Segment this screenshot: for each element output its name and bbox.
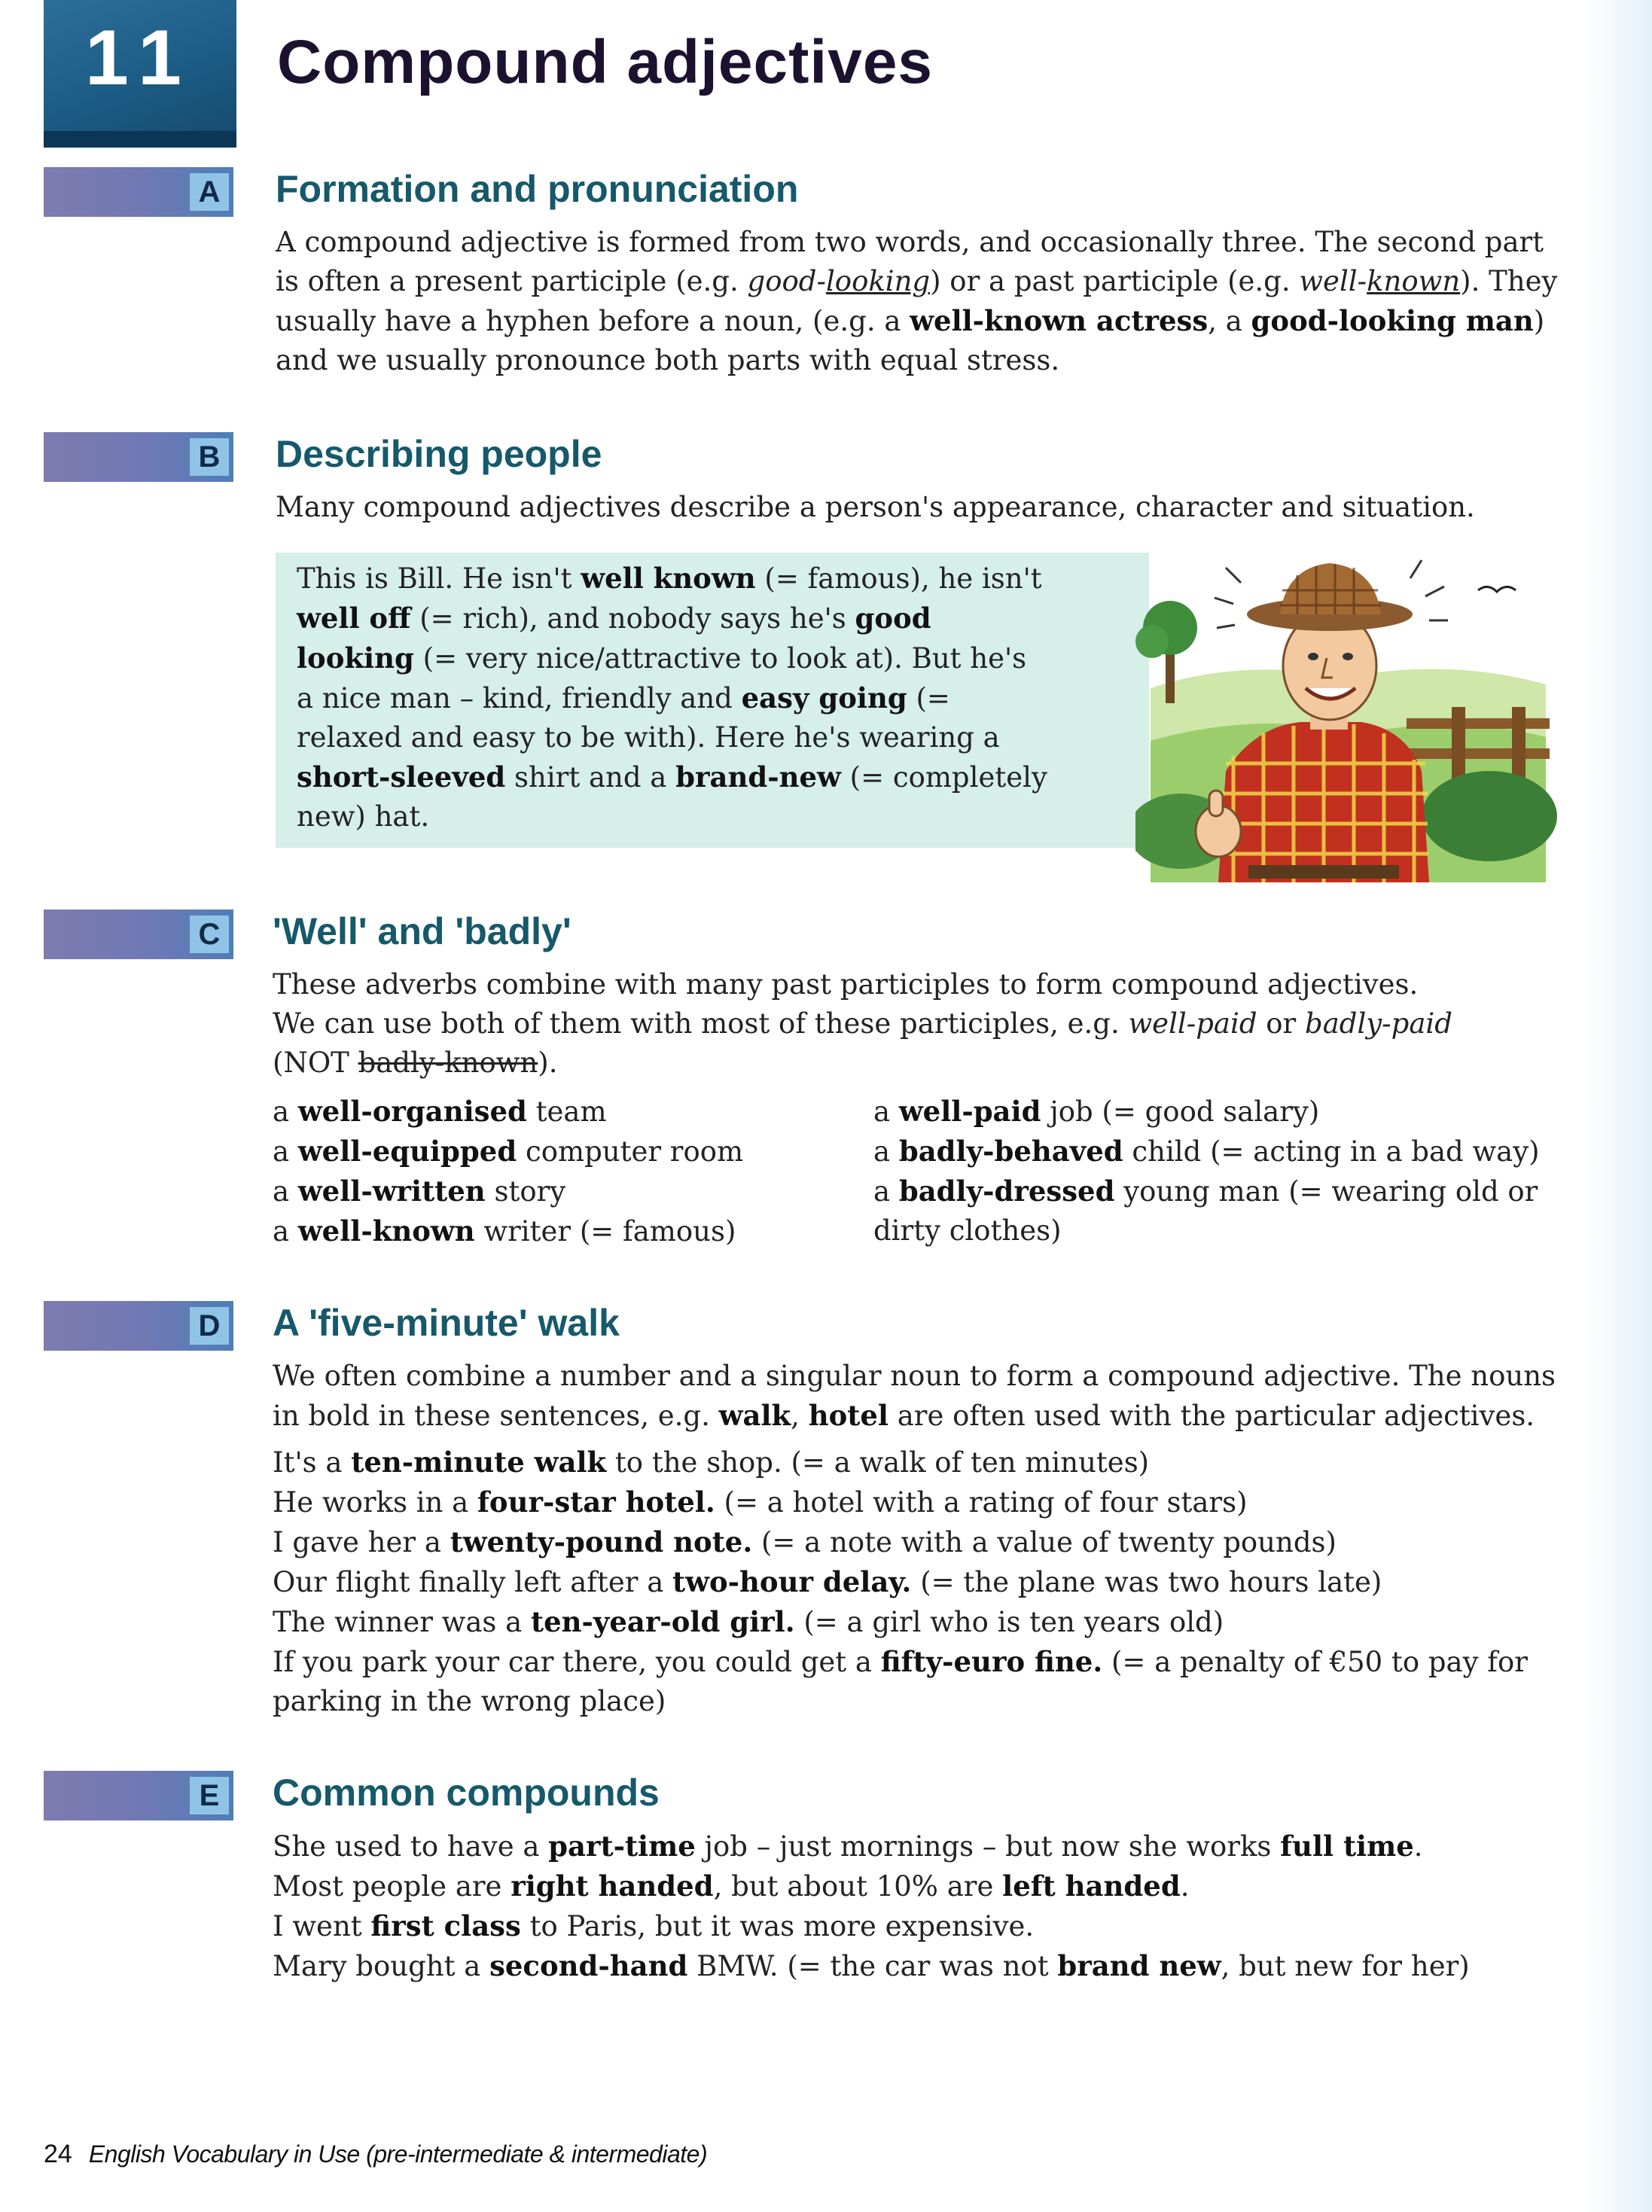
text: (= a hotel with a rating of four stars) bbox=[715, 1486, 1248, 1519]
list-item bbox=[273, 1172, 743, 1211]
key-phrase: good looking bbox=[297, 602, 931, 675]
key-phrase: well known bbox=[581, 562, 756, 595]
section-c-intro bbox=[273, 965, 1613, 1083]
section-c-marker bbox=[44, 909, 233, 959]
example-line bbox=[273, 1602, 1613, 1642]
unit-box-band bbox=[44, 131, 236, 148]
text: young man (= wearing old or bbox=[1114, 1175, 1538, 1208]
tree-crown bbox=[1135, 625, 1169, 658]
text: I gave her a bbox=[273, 1526, 450, 1558]
section-c-heading: 'Well' and 'badly' bbox=[273, 910, 571, 952]
text: ) and we usually pronounce both parts with equal stress. bbox=[276, 305, 1545, 376]
eye bbox=[1308, 653, 1318, 660]
text: child (= acting in a bad way) bbox=[1123, 1135, 1540, 1168]
list-item bbox=[873, 1132, 1540, 1172]
key-phrase: well-known actress bbox=[910, 304, 1209, 337]
section-c-letter: C bbox=[190, 916, 229, 953]
eye bbox=[1343, 653, 1353, 660]
key-phrase: twenty-pound note. bbox=[450, 1525, 753, 1558]
section-a-letter: A bbox=[190, 173, 229, 211]
key-phrase: well off bbox=[297, 602, 411, 635]
section-e-letter: E bbox=[190, 1777, 229, 1814]
section-e-heading: Common compounds bbox=[273, 1772, 660, 1814]
example: badly-paid bbox=[1305, 1007, 1452, 1040]
key-phrase: full time bbox=[1280, 1830, 1414, 1863]
fence-rail bbox=[1407, 748, 1550, 759]
key-phrase: well-organised bbox=[297, 1095, 527, 1128]
text bbox=[349, 1047, 358, 1079]
book-title: English Vocabulary in Use (pre-intermediate & intermediate) bbox=[88, 2140, 708, 2168]
cartoon-man-in-hat-illustration bbox=[1135, 545, 1557, 882]
section-d-intro bbox=[273, 1357, 1568, 1436]
section-e-examples bbox=[273, 1827, 1613, 1986]
section-d-heading: A 'five-minute' walk bbox=[273, 1302, 620, 1344]
text: ). They usually have a hyphen before a noun, (e.g. a bbox=[276, 265, 1558, 337]
key-phrase: four-star hotel. bbox=[477, 1485, 715, 1519]
text: (= the plane was two hours late) bbox=[911, 1566, 1382, 1598]
bill-description bbox=[297, 559, 1050, 836]
key-phrase: well-written bbox=[297, 1175, 486, 1208]
example-line bbox=[273, 1522, 1613, 1562]
text: a bbox=[273, 1135, 298, 1168]
bird bbox=[1478, 587, 1516, 592]
text: (= rich), and nobody says he's bbox=[410, 602, 855, 635]
key-word: hotel bbox=[808, 1399, 888, 1432]
section-a-heading: Formation and pronunciation bbox=[276, 168, 799, 210]
text: a bbox=[273, 1215, 298, 1248]
key-phrase: brand new bbox=[1057, 1949, 1221, 1982]
list-item bbox=[273, 1092, 743, 1132]
text: (= famous), he isn't bbox=[755, 562, 1042, 595]
section-e-marker bbox=[44, 1771, 233, 1820]
text: shirt and a bbox=[505, 761, 676, 794]
key-phrase: badly-dressed bbox=[898, 1175, 1115, 1208]
text: computer room bbox=[517, 1135, 744, 1168]
intro-line bbox=[273, 1004, 1613, 1044]
text: or bbox=[1257, 1007, 1306, 1040]
text: He works in a bbox=[273, 1486, 477, 1519]
key-phrase: part-time bbox=[548, 1830, 696, 1863]
section-b-letter: B bbox=[190, 438, 229, 476]
example: good- bbox=[747, 265, 826, 297]
text: , a bbox=[1208, 305, 1251, 337]
key-phrase: brand-new bbox=[675, 760, 841, 794]
example-line bbox=[273, 1946, 1613, 1986]
text: The winner was a bbox=[273, 1606, 531, 1638]
section-a-paragraph bbox=[276, 223, 1563, 380]
key-phrase: ten-year-old girl. bbox=[530, 1605, 795, 1638]
text: (= completely new) hat. bbox=[297, 761, 1047, 833]
well-examples-list bbox=[273, 1092, 743, 1251]
section-a-marker bbox=[44, 167, 233, 217]
text: Most people are bbox=[273, 1870, 511, 1903]
text: A compound adjective is formed from two words, and occasionally three. The second part is often a present participle (e.g. bbox=[276, 226, 1544, 297]
text: a bbox=[873, 1135, 899, 1168]
fence-rail bbox=[1407, 718, 1550, 729]
text: a bbox=[273, 1175, 298, 1208]
list-item bbox=[273, 1132, 743, 1172]
intro-line bbox=[273, 1044, 1613, 1083]
text: If you park your car there, you could get a bbox=[273, 1646, 881, 1678]
text: We often combine a number and a singular noun to form a compound adjective. The nouns in bold in these sentences, e.g. bbox=[273, 1360, 1556, 1432]
example-line bbox=[273, 1906, 1613, 1946]
example-line bbox=[273, 1443, 1613, 1482]
text: a bbox=[273, 1095, 298, 1128]
section-d-letter: D bbox=[190, 1307, 229, 1345]
section-b-marker bbox=[44, 432, 233, 482]
belt bbox=[1248, 865, 1399, 879]
text: . bbox=[1413, 1830, 1423, 1863]
intro-line: These adverbs combine with many past participles to form compound adjectives. bbox=[273, 968, 1419, 1001]
text: story bbox=[485, 1175, 566, 1208]
example-line bbox=[273, 1827, 1613, 1866]
key-phrase: well-known bbox=[297, 1214, 475, 1248]
example-line bbox=[273, 1562, 1613, 1602]
key-phrase: short-sleeved bbox=[297, 760, 506, 794]
list-item bbox=[873, 1092, 1540, 1132]
well-badly-examples-list bbox=[873, 1092, 1540, 1251]
crossed-out-example: badly-known bbox=[358, 1047, 538, 1079]
text: job – just mornings – but now she works bbox=[695, 1830, 1281, 1863]
page-number: 24 bbox=[44, 2140, 72, 2168]
text: a bbox=[873, 1175, 899, 1208]
section-b-intro: Many compound adjectives describe a person's appearance, character and situation. bbox=[276, 491, 1475, 523]
text: writer (= famous) bbox=[474, 1215, 736, 1248]
key-phrase: right handed bbox=[511, 1869, 714, 1903]
thumb bbox=[1209, 791, 1223, 816]
text: We can use both of them with most of these participles, e.g. bbox=[273, 1007, 1129, 1040]
text: I went bbox=[273, 1910, 371, 1942]
key-phrase: two-hour delay. bbox=[672, 1565, 912, 1598]
key-phrase: well-paid bbox=[898, 1095, 1041, 1128]
key-phrase: fifty-euro fine. bbox=[880, 1645, 1103, 1678]
text: ). bbox=[538, 1047, 558, 1079]
example-stress: known bbox=[1367, 265, 1461, 297]
section-d-marker bbox=[44, 1301, 233, 1351]
text: to Paris, but it was more expensive. bbox=[520, 1910, 1035, 1942]
key-phrase: first class bbox=[370, 1909, 521, 1942]
unit-title: Compound adjectives bbox=[277, 28, 934, 96]
text: team bbox=[526, 1095, 607, 1128]
list-item: dirty clothes) bbox=[873, 1214, 1062, 1247]
text: , but about 10% are bbox=[713, 1870, 1003, 1903]
text: (= a penalty of €50 to pay for bbox=[1102, 1646, 1528, 1678]
text: (= a note with a value of twenty pounds) bbox=[752, 1526, 1337, 1558]
text: She used to have a bbox=[273, 1830, 549, 1863]
list-item bbox=[873, 1172, 1540, 1211]
page-footer bbox=[44, 2140, 707, 2169]
unit-number-box bbox=[44, 0, 236, 148]
text: job (= good salary) bbox=[1041, 1095, 1320, 1128]
key-word: walk bbox=[718, 1399, 791, 1432]
key-phrase: second-hand bbox=[489, 1949, 688, 1982]
text: . bbox=[1180, 1870, 1190, 1903]
unit-number: 11 bbox=[85, 14, 195, 102]
text: a bbox=[873, 1095, 899, 1128]
example-stress: looking bbox=[825, 265, 931, 297]
example-line bbox=[273, 1866, 1613, 1906]
key-phrase: well-equipped bbox=[297, 1135, 517, 1168]
text: , but new for her) bbox=[1221, 1950, 1470, 1982]
not-label: NOT bbox=[283, 1047, 349, 1079]
text: This is Bill. He isn't bbox=[297, 562, 581, 595]
example-line: parking in the wrong place) bbox=[273, 1685, 666, 1717]
text: (= relaxed and easy to be with). Here he's wearing a bbox=[297, 682, 1000, 754]
example-line bbox=[273, 1642, 1613, 1682]
hat-crown bbox=[1280, 563, 1381, 614]
text: ) or a past participle (e.g. bbox=[930, 265, 1300, 297]
key-phrase: good-looking man bbox=[1251, 304, 1534, 337]
key-phrase: ten-minute walk bbox=[351, 1446, 607, 1479]
example-line bbox=[273, 1482, 1613, 1522]
text: (= a girl who is ten years old) bbox=[794, 1606, 1224, 1638]
example: well-paid bbox=[1128, 1007, 1257, 1040]
text: Our flight finally left after a bbox=[273, 1566, 673, 1598]
text: It's a bbox=[273, 1446, 352, 1479]
text: , bbox=[791, 1400, 809, 1432]
section-b-heading: Describing people bbox=[276, 433, 602, 475]
section-d-examples bbox=[273, 1443, 1613, 1721]
key-phrase: left handed bbox=[1002, 1869, 1181, 1903]
text: to the shop. (= a walk of ten minutes) bbox=[606, 1446, 1150, 1479]
example: well- bbox=[1299, 265, 1367, 297]
text: are often used with the particular adjectives. bbox=[888, 1400, 1535, 1432]
list-item bbox=[273, 1211, 743, 1251]
text: (= very nice/attractive to look at). But he's a nice man – kind, friendly and bbox=[297, 642, 1027, 714]
text: ( bbox=[273, 1047, 284, 1079]
bush bbox=[1422, 771, 1557, 861]
text: Mary bought a bbox=[273, 1950, 490, 1982]
key-phrase: badly-behaved bbox=[898, 1135, 1123, 1168]
key-phrase: easy going bbox=[741, 681, 907, 714]
text: BMW. (= the car was not bbox=[687, 1950, 1058, 1982]
